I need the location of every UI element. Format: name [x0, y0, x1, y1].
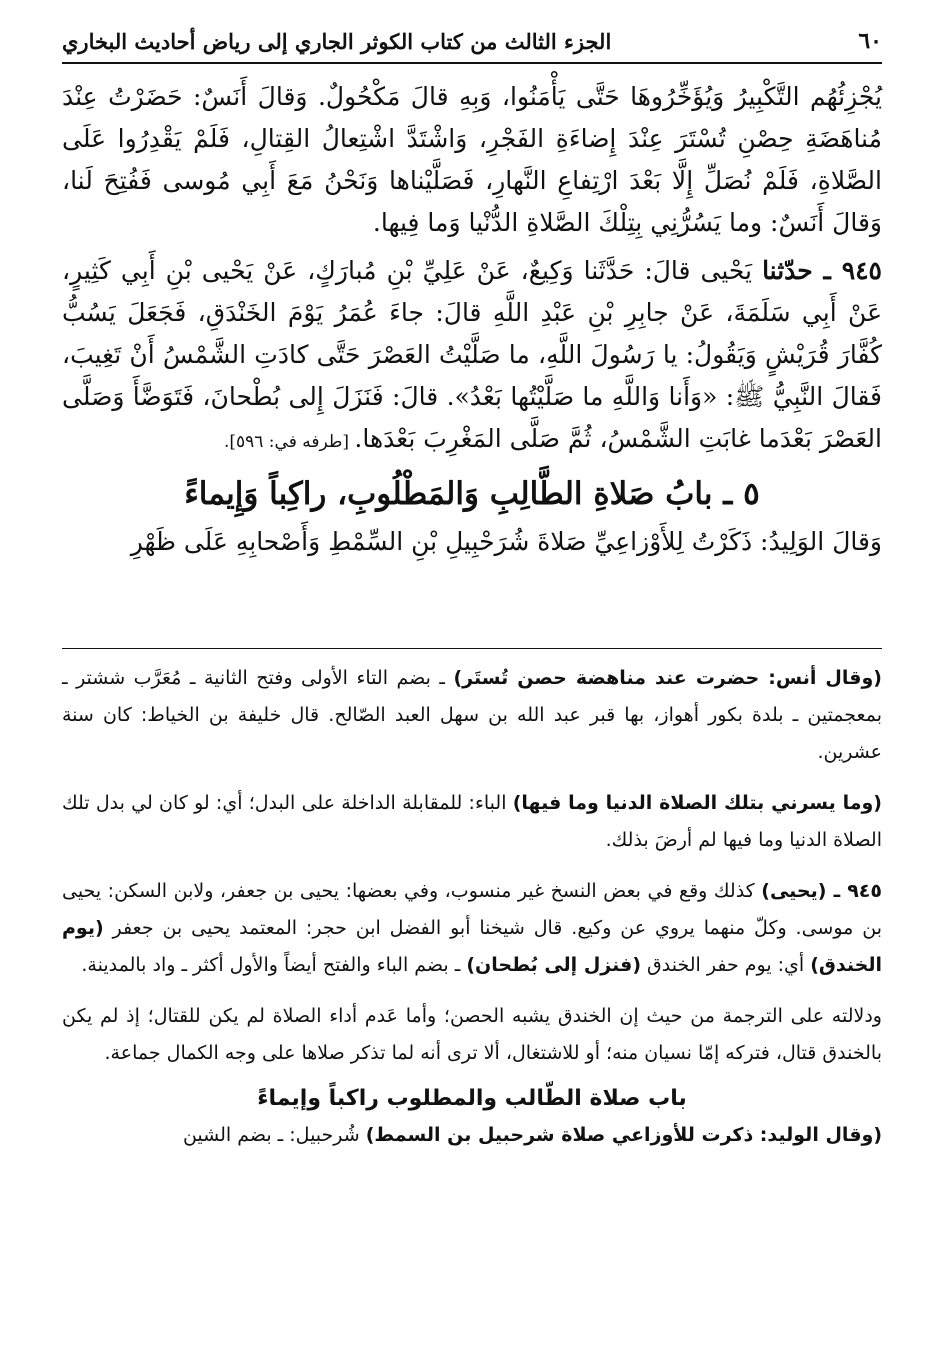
note-lemma: (فنزل إلى بُطحان): [466, 954, 641, 976]
main-text: [62, 76, 882, 569]
note-text: أي: يوم حفر الخندق: [641, 954, 811, 976]
commentary-note: [62, 660, 882, 771]
chapter-heading: ٥ ـ بابُ صَلاةِ الطَّالِبِ وَالمَطْلُوبِ، راكِباً وَإِيماءً: [184, 476, 760, 512]
running-title: الجزء الثالث من كتاب الكوثر الجاري إلى رياض أحاديث البخاري: [62, 28, 612, 54]
commentary-subheading: باب صلاة الطّالب والمطلوب راكباً وإيماءً: [257, 1086, 687, 1111]
commentary-note: [62, 873, 882, 984]
footnote-divider: [62, 648, 882, 649]
note-lemma: (يوم الخندق): [62, 917, 882, 976]
hadith-text: يَحْيى قالَ: حَدَّثَنا وَكِيعٌ، عَنْ عَلِيِّ بْنِ مُبارَكٍ، عَنْ يَحْيى بْنِ أَبِي كَثِيرٍ، عَنْ أَبِي سَلَمَةَ، عَنْ جابِرِ بْنِ عَبْدِ اللَّهِ قالَ: جاءَ عُمَرُ يَوْمَ الخَنْدَقِ، فَجَعَلَ يَسُبُّ كُفَّارَ قُرَيْشٍ وَيَقُولُ: يا رَسُولَ اللَّهِ، ما صَلَّيْتُ العَصْرَ حَتَّى كادَتِ الشَّمْسُ أَنْ تَغِيبَ، فَقالَ النَّبِيُّ ﷺ: «وَأَنا وَاللَّهِ ما صَلَّيْتُها بَعْدُ». قالَ: فَنَزَلَ إِلى بُطْحانَ، فَتَوَضَّأَ وَصَلَّى العَصْرَ بَعْدَما غابَتِ الشَّمْسُ، ثُمَّ صَلَّى المَغْرِبَ بَعْدَها.: [62, 256, 883, 453]
note-lemma: ٩٤٥ ـ (يحيى): [761, 880, 882, 902]
commentary: [62, 660, 882, 1168]
hadith-reference: [طرفه في: ٥٩٦].: [223, 432, 355, 452]
commentary-note: [62, 785, 882, 859]
page-header: [62, 20, 882, 64]
note-lemma: (وقال الوليد: ذكرت للأوزاعي صلاة شرحبيل بن السمط): [365, 1124, 882, 1146]
hadith-paragraph: [62, 250, 882, 463]
page-number: ٦٠: [858, 28, 882, 54]
note-lemma: (وقال أنس: حضرت عند مناهضة حصن تُستَر): [453, 667, 882, 689]
note-text: الباء: للمقابلة الداخلة على البدل؛ أي: لو كان لي بدل تلك الصلاة الدنيا وما فيها لم أرضَ بذلك.: [62, 792, 882, 851]
note-text: ـ بضم التاء الأولى وفتح الثانية ـ مُعَرَّب ششتر ـ بمعجمتين ـ بلدة بكور أهواز، بها قبر عبد الله بن سهل العبد الصّالح. قال خليفة بن الخياط: كان سنة عشرين.: [62, 667, 882, 763]
chapter-paragraph: وَقالَ الوَلِيدُ: ذَكَرْتُ لِلأَوْزاعِيِّ صَلاةَ شُرَحْبِيلِ بْنِ السِّمْطِ وَأَصْحابِهِ عَلَى ظَهْرِ: [130, 527, 882, 556]
note-text: كذلك وقع في بعض النسخ غير منسوب، وفي بعضها: يحيى بن جعفر، ولابن السكن: يحيى بن موسى. وكلّ منهما يروي عن وكيع. قال شيخنا أبو الفضل ابن حجر: المعتمد يحيى بن جعفر: [62, 880, 882, 939]
commentary-note: [62, 1117, 882, 1154]
note-text: شُرحبيل: ـ بضم الشين: [182, 1124, 366, 1146]
hadith-number: ٩٤٥ ـ حدّثنا: [762, 256, 882, 285]
note-lemma: (وما يسرني بتلك الصلاة الدنيا وما فيها): [512, 792, 882, 814]
main-paragraph: يُجْزِئُهُم التَّكْبِيرُ وَيُؤَخِّرُوهَا حَتَّى يَأْمَنُوا، وَبِهِ قالَ مَكْحُولٌ. وَقالَ أَنَسٌ: حَضَرْتُ عِنْدَ مُناهَضَةِ حِصْنِ تُسْتَرَ عِنْدَ إِضاءَةِ الفَجْرِ، وَاشْتَدَّ اشْتِعالُ القِتالِ، فَلَمْ يَقْدِرُوا عَلَى الصَّلاةِ، فَلَمْ نُصَلِّ إِلَّا بَعْدَ ارْتِفاعِ النَّهارِ، فَصَلَّيْناها وَنَحْنُ مَعَ أَبِي مُوسى فَفُتِحَ لَنا، وَقالَ أَنَسٌ: وما يَسُرُّنِي بِتِلْكَ الصَّلاةِ الدُّنْيا وَما فِيها.: [62, 82, 882, 237]
commentary-note: ودلالته على الترجمة من حيث إن الخندق يشبه الحصن؛ وأما عَدم أداء الصلاة لم يكن للقتال؛ إذ لم يكن بالخندق قتال، فتركه إمّا نسيان منه؛ أو للاشتغال، ألا ترى أنه لما تذكر صلاها على وجه الكمال جماعة.: [62, 1005, 882, 1064]
note-text: ـ بضم الباء والفتح أيضاً والأول أكثر ـ واد بالمدينة.: [81, 954, 467, 976]
